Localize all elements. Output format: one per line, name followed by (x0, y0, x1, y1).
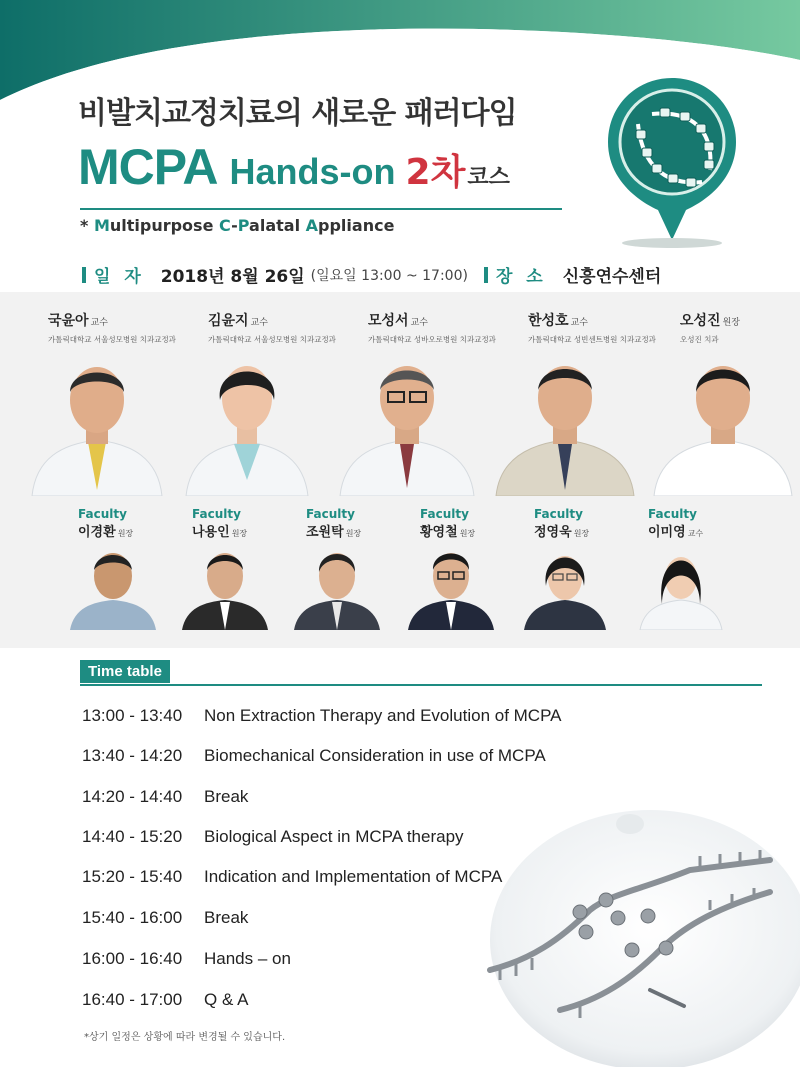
faculty-title: 원장 (573, 529, 590, 538)
faculty-name: 이경환 (78, 525, 116, 540)
timetable-topic: Q & A (204, 990, 249, 1009)
timetable-time: 14:20 - 14:40 (82, 787, 183, 806)
timetable-topic: Biological Aspect in MCPA therapy (204, 827, 464, 846)
timetable-time: 15:20 - 15:40 (82, 867, 183, 886)
professor-title: 교수 (410, 318, 428, 328)
title-block (78, 88, 578, 196)
timetable-time: 16:40 - 17:00 (82, 990, 183, 1009)
professor-title: 교수 (570, 318, 588, 328)
timetable-topic: Break (204, 908, 249, 927)
faculty-name: 황영철 (420, 525, 458, 540)
timetable-row (82, 787, 248, 807)
appliance-pin-icon (602, 74, 742, 244)
faculty-photo (636, 542, 726, 630)
professor-title: 교수 (250, 318, 268, 328)
faculty-card (192, 507, 302, 540)
faculty-label: Faculty (648, 507, 697, 521)
faculty-label: Faculty (420, 507, 469, 521)
timetable-row (82, 827, 464, 847)
event-info-row (82, 262, 661, 287)
professor-affiliation: 오성진 치과 (680, 335, 719, 344)
faculty-card (78, 507, 188, 540)
title-handson: Hands-on (229, 151, 396, 192)
professor-photo (648, 340, 798, 496)
faculty-title: 원장 (117, 529, 134, 538)
professor-affiliation: 가톨릭대학교 서울성모병원 치과교정과 (208, 335, 336, 344)
info-bar (82, 267, 86, 283)
faculty-name: 이미영 (648, 525, 686, 540)
timetable-row (82, 949, 291, 969)
faculty-photo (406, 542, 496, 630)
timetable-header: Time table (80, 660, 170, 683)
timetable-divider (80, 684, 762, 686)
professor-name: 모성서 (368, 313, 409, 329)
faculty-card (306, 507, 416, 540)
timetable-time: 13:00 - 13:40 (82, 706, 183, 725)
professor-affiliation: 가톨릭대학교 서울성모병원 치과교정과 (48, 335, 176, 344)
professor-photo (172, 340, 322, 496)
faculty-title: 교수 (687, 529, 704, 538)
timetable-row (82, 908, 248, 928)
professor-title: 교수 (90, 318, 108, 328)
timetable-row (82, 990, 248, 1010)
title-round: 2차 (405, 152, 466, 193)
faculty-photo (520, 542, 610, 630)
timetable-row (82, 867, 502, 887)
subtitle: * Multipurpose C-Palatal Appliance (80, 216, 395, 235)
professor-title: 원장 (722, 318, 740, 328)
faculty-label: Faculty (306, 507, 355, 521)
professor-name: 김윤지 (208, 313, 249, 329)
place-label: 장 소 (495, 267, 547, 287)
professor-name: 오성진 (680, 313, 721, 329)
professor-affiliation: 가톨릭대학교 성빈센트병원 치과교정과 (528, 335, 656, 344)
professor-photo (332, 340, 482, 496)
faculty-card (534, 507, 644, 540)
event-place: 신흥연수센터 (562, 267, 662, 287)
appliance-illustration (470, 800, 800, 1067)
main-title-english (78, 138, 578, 196)
timetable-topic: Non Extraction Therapy and Evolution of MCPA (204, 706, 562, 725)
timetable-row (82, 706, 562, 726)
faculty-card (420, 507, 530, 540)
info-bar (484, 267, 488, 283)
timetable-topic: Biomechanical Consideration in use of MCPA (204, 746, 546, 765)
timetable-time: 15:40 - 16:00 (82, 908, 183, 927)
timetable-time: 16:00 - 16:40 (82, 949, 183, 968)
timetable-topic: Break (204, 787, 249, 806)
faculty-name: 나용인 (192, 525, 230, 540)
title-mcpa: MCPA (78, 139, 218, 195)
faculty-label: Faculty (534, 507, 583, 521)
pin-shadow (620, 236, 724, 250)
schedule-footnote: *상기 일정은 상황에 따라 변경될 수 있습니다. (84, 1032, 286, 1043)
faculty-title: 원장 (345, 529, 362, 538)
professor-name: 한성호 (528, 313, 569, 329)
date-label: 일 자 (94, 267, 145, 287)
professor-affiliation: 가톨릭대학교 성바오로병원 치과교정과 (368, 335, 496, 344)
faculty-label: Faculty (192, 507, 241, 521)
faculty-name: 정영욱 (534, 525, 572, 540)
faculty-label: Faculty (78, 507, 127, 521)
title-course: 코스 (467, 165, 510, 190)
faculty-card (648, 507, 758, 540)
main-title-korean: 비발치교정치료의 새로운 패러다임 (78, 96, 517, 131)
timetable-row (82, 746, 546, 766)
timetable-time: 14:40 - 15:20 (82, 827, 183, 846)
timetable-topic: Indication and Implementation of MCPA (204, 867, 503, 886)
professor-photo (490, 340, 640, 496)
event-date: 2018년 8월 26일 (160, 267, 305, 287)
faculty-title: 원장 (231, 529, 248, 538)
timetable-time: 13:40 - 14:20 (82, 746, 183, 765)
faculty-photo (292, 542, 382, 630)
faculty-name: 조원탁 (306, 525, 344, 540)
event-date-detail: (일요일 13:00 ~ 17:00) (310, 267, 468, 284)
faculty-photo (68, 542, 158, 630)
title-divider (80, 208, 562, 210)
professor-photo (22, 340, 172, 496)
faculty-photo (180, 542, 270, 630)
timetable-topic: Hands – on (204, 949, 291, 968)
faculty-title: 원장 (459, 529, 476, 538)
professor-name: 국윤아 (48, 313, 89, 329)
